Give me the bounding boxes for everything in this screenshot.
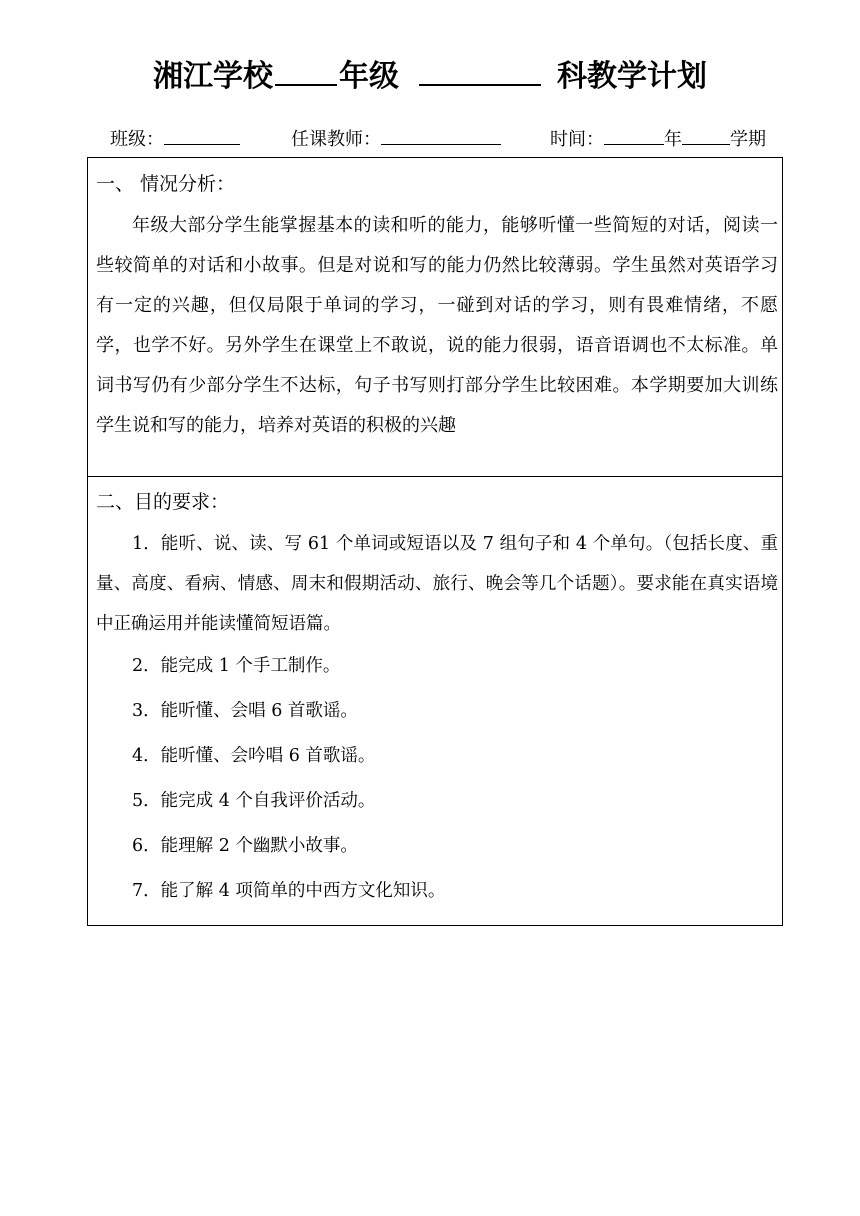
objective-item: 7．能了解 4 项简单的中西方文化知识。 — [132, 881, 446, 901]
situation-heading: 一、 情况分析： — [96, 173, 236, 195]
section-divider — [88, 476, 782, 477]
teacher-field — [291, 124, 501, 154]
page-title — [0, 56, 860, 97]
time-field — [550, 124, 766, 154]
subject-blank — [419, 56, 541, 86]
class-label: 班级： — [110, 129, 164, 150]
grade-blank — [275, 56, 337, 86]
meta-row — [0, 124, 860, 152]
plan-table — [87, 157, 783, 926]
objective-item: 5．能完成 4 个自我评价活动。 — [132, 791, 376, 811]
situation-paragraph: 年级大部分学生能掌握基本的读和听的能力，能够听懂一些简短的对话，阅读一些较简单的对话和小故事。但是对说和写的能力仍然比较薄弱。学生虽然对英语学习有一定的兴趣，但仅局限于单词的学习，一碰到对话的学习，则有畏难情绪，不愿学，也学不好。另外学生在课堂上不敢说，说的能力很弱，语音语调也不太标准。单词书写仍有少部分学生不达标，句子书写则打部分学生比较困难。本学期要加大训练学生说和写的能力，培养对英语的积极的兴趣 — [96, 215, 778, 436]
school-name: 湘江学校 — [153, 59, 273, 94]
objective-item: 6．能理解 2 个幽默小故事。 — [132, 836, 358, 856]
time-label: 时间： — [550, 129, 604, 150]
objectives-heading: 二、目的要求： — [96, 491, 230, 513]
year-blank — [604, 124, 664, 145]
year-label: 年 — [664, 129, 682, 150]
plan-label: 科教学计划 — [557, 59, 707, 94]
objective-item: 3．能听懂、会唱 6 首歌谣。 — [132, 701, 358, 721]
situation-analysis-section — [96, 166, 778, 446]
objective-item: 2．能完成 1 个手工制作。 — [132, 656, 341, 676]
term-blank — [682, 124, 730, 145]
objective-item: 4．能听懂、会吟唱 6 首歌谣。 — [132, 746, 376, 766]
teacher-label: 任课教师： — [291, 129, 381, 150]
class-field — [110, 124, 240, 154]
grade-label: 年级 — [339, 59, 399, 94]
term-label: 学期 — [730, 129, 766, 150]
objective-item: 1．能听、说、读、写 61 个单词或短语以及 7 组句子和 4 个单句。（包括长度、重量、高度、看病、情感、周末和假期活动、旅行、晚会等几个话题）。要求能在真实语境中正确运用并能读懂简短语篇。 — [96, 534, 778, 634]
teacher-blank — [381, 124, 501, 145]
class-blank — [164, 124, 240, 145]
objectives-section — [96, 484, 778, 914]
